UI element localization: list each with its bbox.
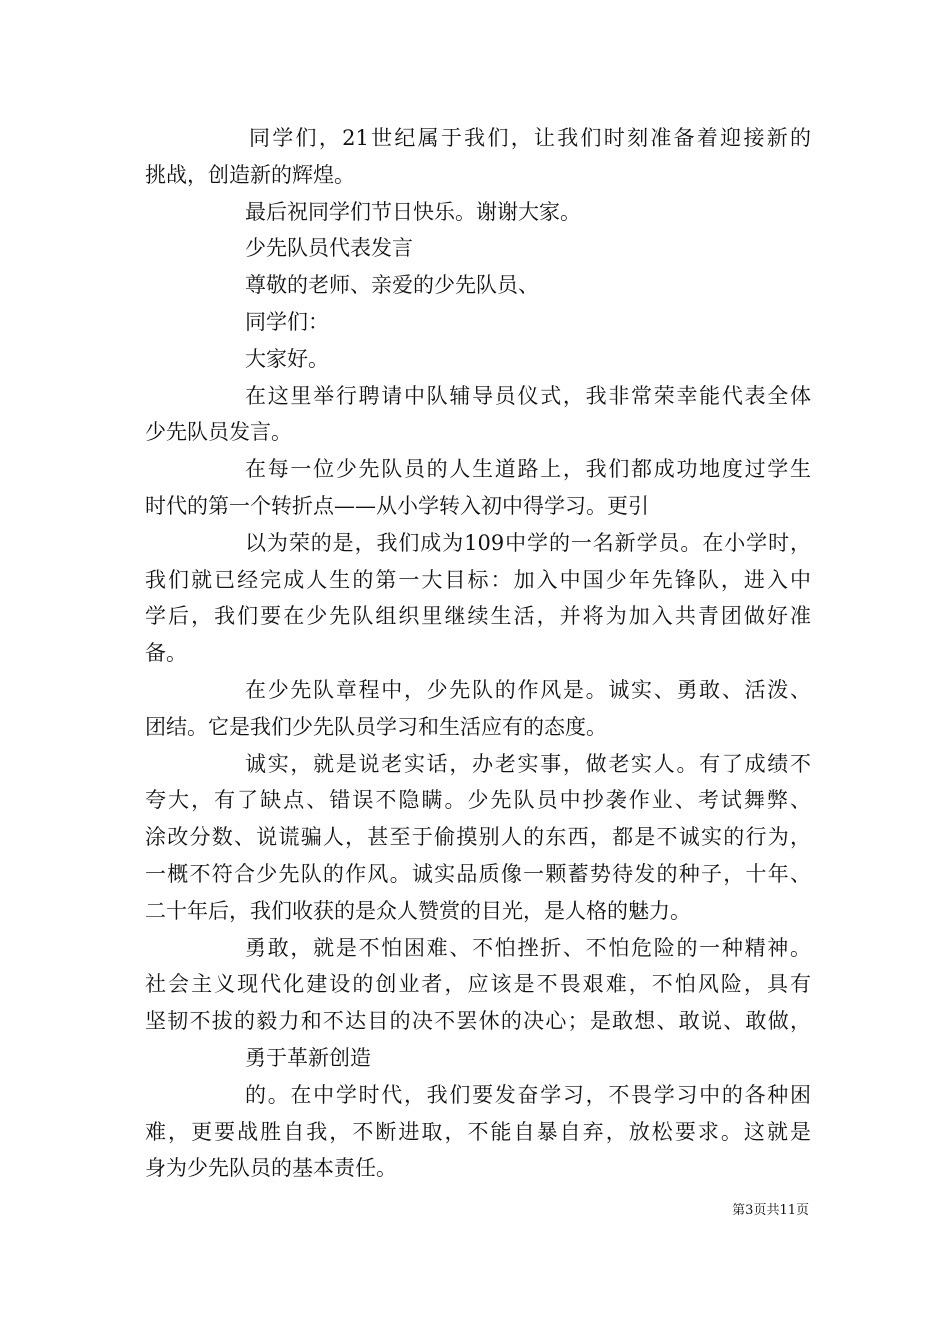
text-line: 勇敢，就是不怕困难、不怕挫折、不怕危险的一种精神。: [245, 935, 811, 960]
text-line: 勇于革新创造: [245, 1045, 371, 1070]
salutation-line: 尊敬的老师、亲爱的少先队员、: [245, 273, 539, 298]
text-line: 在这里举行聘请中队辅导员仪式，我非常荣幸能代表全体: [245, 383, 811, 408]
salutation-line: 同学们：: [245, 309, 329, 334]
text-line: 我们就已经完成人生的第一大目标：加入中国少年先锋队，进入中: [145, 567, 811, 592]
text-line: 挑战，创造新的辉煌。: [145, 162, 355, 187]
text-line: 备。: [145, 641, 187, 666]
text-line: 时代的第一个转折点——从小学转入初中得学习。更引: [145, 493, 649, 518]
text-line: 在少先队章程中，少先队的作风是。诚实、勇敢、活泼、: [245, 677, 811, 702]
text-line: 学后，我们要在少先队组织里继续生活，并将为加入共青团做好准: [145, 604, 811, 629]
text-line: 身为少先队员的基本责任。: [145, 1156, 397, 1181]
text-line: 一概不符合少先队的作风。诚实品质像一颗蓄势待发的种子，十年、: [145, 861, 811, 886]
text-line: 以为荣的是，我们成为109中学的一名新学员。在小学时，: [245, 530, 811, 555]
text-line: 诚实，就是说老实话，办老实事，做老实人。有了成绩不: [245, 751, 811, 776]
text-line: 社会主义现代化建设的创业者，应该是不畏艰难，不怕风险，具有: [145, 972, 811, 997]
page-number: 第3页共11页: [732, 1203, 809, 1218]
text-line: 少先队员发言。: [145, 420, 292, 445]
text-line: 团结。它是我们少先队员学习和生活应有的态度。: [145, 714, 607, 739]
text-line: 最后祝同学们节日快乐。谢谢大家。: [245, 199, 581, 224]
text-line: 难，更要战胜自我，不断进取，不能自暴自弃，放松要求。这就是: [145, 1119, 811, 1144]
text-line: 涂改分数、说谎骗人，甚至于偷摸别人的东西，都是不诚实的行为，: [145, 825, 811, 850]
document-body: [145, 120, 811, 1187]
text-line: 同学们，21世纪属于我们，让我们时刻准备着迎接新的: [249, 126, 811, 150]
text-line: 夸大，有了缺点、错误不隐瞒。少先队员中抄袭作业、考试舞弊、: [145, 788, 811, 813]
section-heading: 少先队员代表发言: [245, 236, 413, 261]
text-line: 坚韧不拔的毅力和不达目的决不罢休的决心；是敢想、敢说、敢做，: [145, 1009, 811, 1034]
greeting-line: 大家好。: [245, 346, 329, 371]
text-line: 二十年后，我们收获的是众人赞赏的目光，是人格的魅力。: [145, 898, 691, 923]
text-line: 在每一位少先队员的人生道路上，我们都成功地度过学生: [245, 457, 811, 482]
text-line: 的。在中学时代，我们要发奋学习，不畏学习中的各种困: [245, 1082, 811, 1107]
